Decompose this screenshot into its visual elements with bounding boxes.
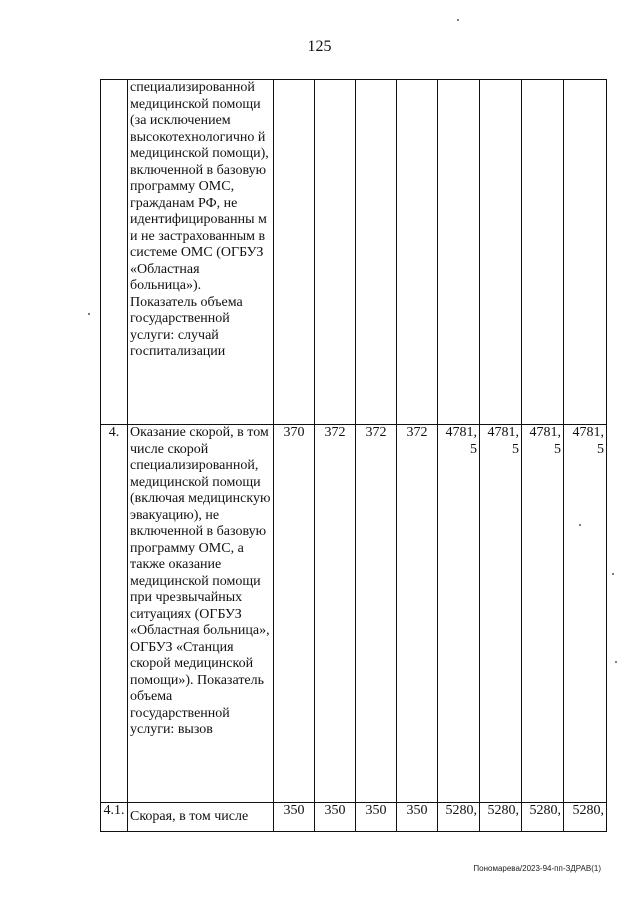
- scan-speck: [615, 661, 617, 663]
- value-cell: 4781, 5: [522, 425, 564, 803]
- value-cell: 350: [356, 803, 397, 832]
- value-cell: [356, 80, 397, 425]
- scan-speck: [457, 19, 459, 21]
- table-row: [101, 425, 607, 803]
- value-cell: [438, 80, 480, 425]
- value-cell: 370: [274, 425, 315, 803]
- table-row: [101, 803, 607, 832]
- row-description: специализированной медицинской помощи (за исключением высокотехнологично й медицинской помощи), включенной в базовую программу ОМС, гражданам РФ, не идентифицированны м и не застрахованным в системе ОМС (ОГБУЗ «Областная больница»). Показатель объема государственной услуги: случай госпитализации: [128, 80, 274, 425]
- row-description: Оказание скорой, в том числе скорой специализированной, медицинской помощи (включая медицинскую эвакуацию), не включенной в базовую программу ОМС, а также оказание медицинской помощи при чрезвычайных ситуациях (ОГБУЗ «Областная больница», ОГБУЗ «Станция скорой медицинской помощи»). Показатель объема государственной услуги: вызов: [128, 425, 274, 803]
- row-description: Скорая, в том числе: [128, 803, 274, 832]
- value-cell: 372: [315, 425, 356, 803]
- value-cell: 372: [397, 425, 438, 803]
- value-cell: 5280,: [480, 803, 522, 832]
- services-table: [100, 79, 607, 832]
- value-cell: [564, 80, 607, 425]
- row-number: [101, 80, 128, 425]
- value-cell: 5280,: [564, 803, 607, 832]
- row-number: 4.: [101, 425, 128, 803]
- scan-speck: [88, 313, 90, 315]
- value-cell: 5280,: [438, 803, 480, 832]
- value-cell: 372: [356, 425, 397, 803]
- value-cell: 350: [274, 803, 315, 832]
- value-cell: 4781, 5: [438, 425, 480, 803]
- value-cell: [274, 80, 315, 425]
- value-cell: 350: [397, 803, 438, 832]
- value-cell: [480, 80, 522, 425]
- scan-speck: [612, 573, 614, 575]
- value-cell: [315, 80, 356, 425]
- page-number: 125: [307, 38, 332, 55]
- value-cell: 4781, 5: [564, 425, 607, 803]
- value-cell: 5280,: [522, 803, 564, 832]
- row-number: 4.1.: [101, 803, 128, 832]
- value-cell: [397, 80, 438, 425]
- value-cell: 4781, 5: [480, 425, 522, 803]
- document-footer: Пономарева/2023-94-пп-ЗДРАВ(1): [473, 864, 601, 873]
- value-cell: 350: [315, 803, 356, 832]
- table-row: [101, 80, 607, 425]
- value-cell: [522, 80, 564, 425]
